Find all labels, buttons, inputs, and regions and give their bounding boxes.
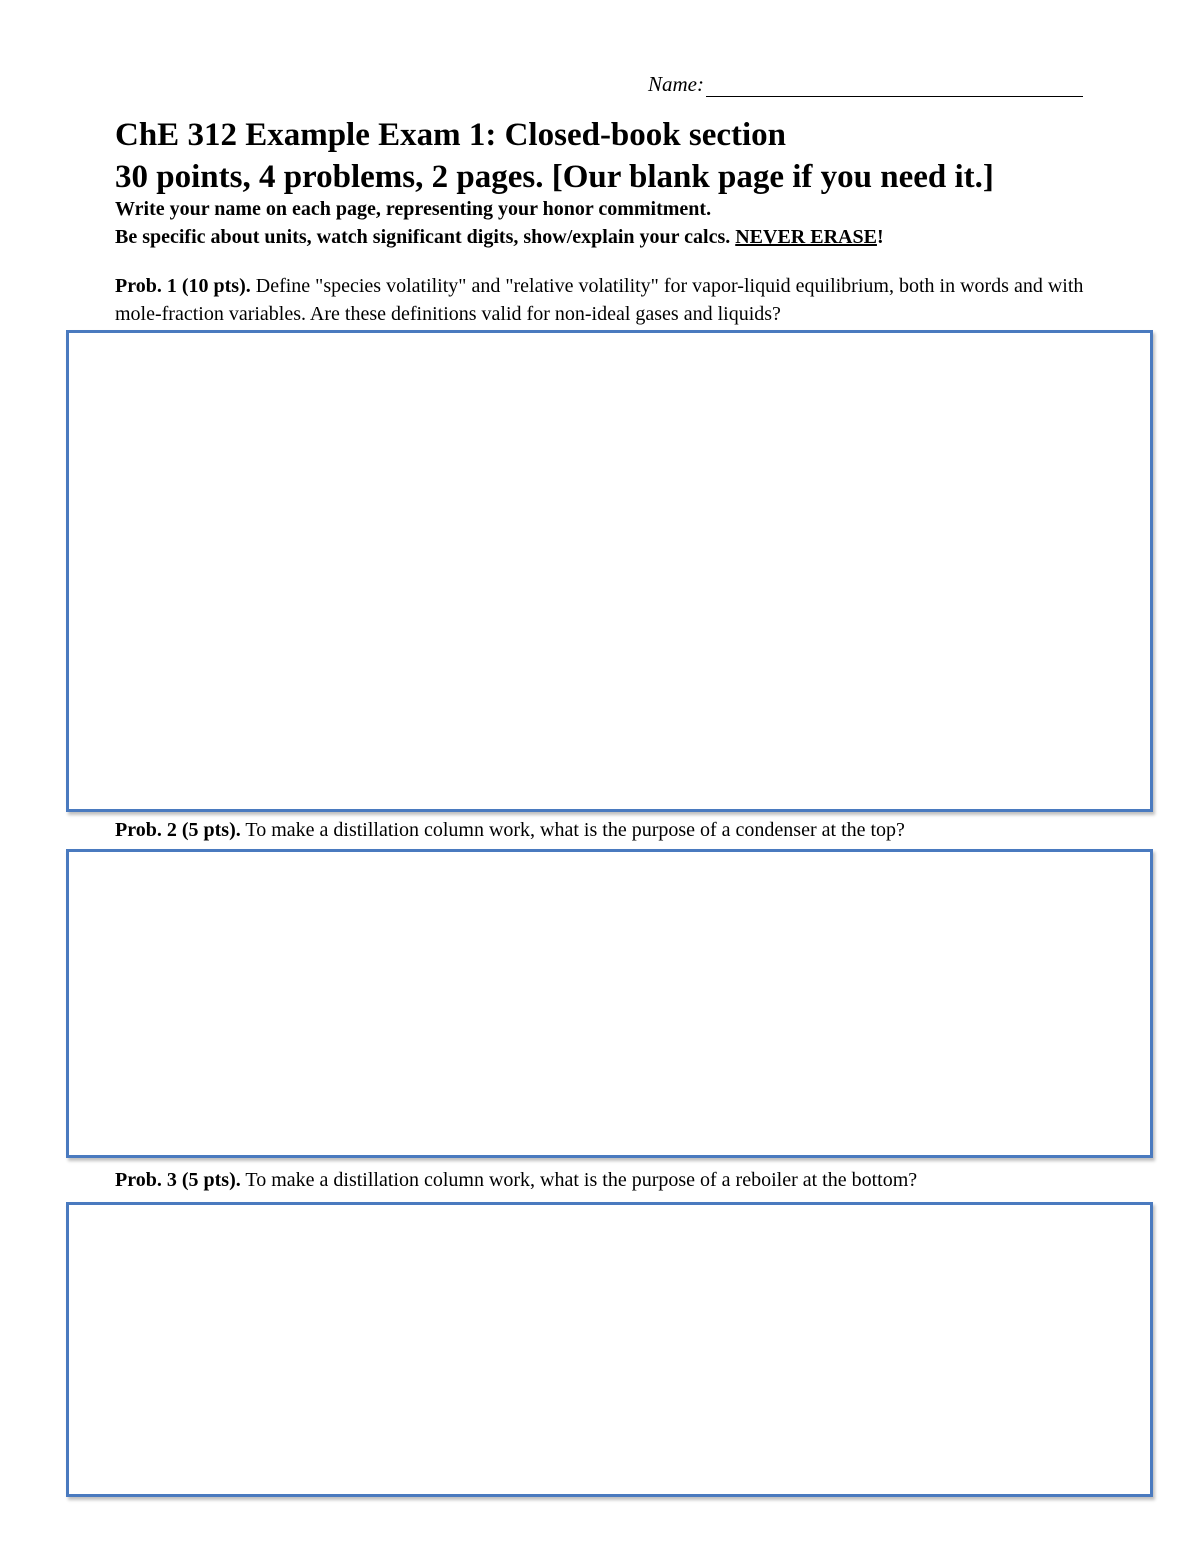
name-label: Name: bbox=[648, 72, 704, 96]
instruction-units-suffix: ! bbox=[876, 226, 884, 248]
problem-2 bbox=[115, 816, 1100, 844]
instruction-units bbox=[115, 224, 884, 250]
problem-1-text: Define "species volatility" and "relative volatility" for vapor-liquid equilibrium, both in words and with mole-fraction variables. Are these definitions valid for non-ideal gases and liquids? bbox=[115, 275, 1084, 325]
instruction-units-text: Be specific about units, watch significant digits, show/explain your calcs. bbox=[115, 226, 736, 248]
exam-title: ChE 312 Example Exam 1: Closed-book section bbox=[115, 117, 787, 153]
name-blank-line[interactable] bbox=[706, 74, 1083, 97]
problem-2-label: Prob. 2 (5 pts). bbox=[115, 819, 241, 841]
problem-3-text: To make a distillation column work, what is the purpose of a reboiler at the bottom? bbox=[240, 1169, 918, 1191]
problem-2-text: To make a distillation column work, what is the purpose of a condenser at the top? bbox=[240, 819, 905, 841]
problem-1-answer-box[interactable] bbox=[66, 330, 1153, 812]
problem-1-label: Prob. 1 (10 pts). bbox=[115, 275, 251, 297]
problem-2-answer-box[interactable] bbox=[66, 849, 1153, 1158]
instruction-name: Write your name on each page, representing your honor commitment. bbox=[115, 198, 712, 220]
name-field bbox=[648, 72, 1083, 97]
problem-1 bbox=[115, 272, 1100, 328]
problem-3 bbox=[115, 1166, 1100, 1194]
exam-subtitle: 30 points, 4 problems, 2 pages. [Our blank page if you need it.] bbox=[115, 159, 994, 195]
problem-3-answer-box[interactable] bbox=[66, 1202, 1153, 1497]
problem-3-label: Prob. 3 (5 pts). bbox=[115, 1169, 241, 1191]
never-erase-text: NEVER ERASE bbox=[735, 226, 877, 248]
